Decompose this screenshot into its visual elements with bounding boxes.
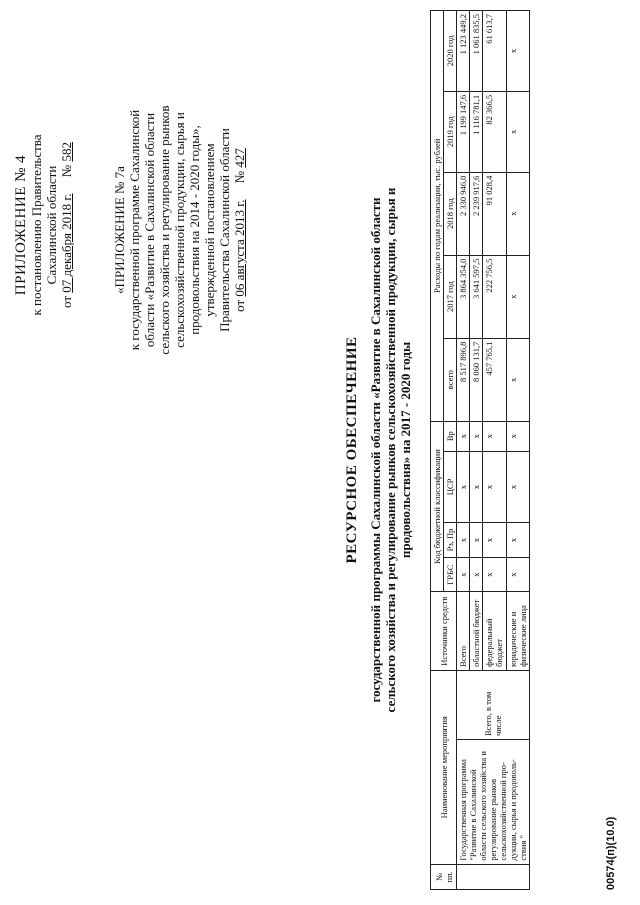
header-2017: 2017 год	[444, 255, 457, 338]
source-cell: юридические и физические лица	[506, 592, 529, 670]
table-row	[457, 11, 470, 890]
rzpr-cell: х	[483, 523, 506, 558]
csr-cell: х	[506, 451, 529, 523]
header-no: № пп.	[431, 864, 457, 889]
vr-cell: х	[506, 421, 529, 451]
y2018-cell: 91 028,4	[483, 172, 506, 255]
appendix-4-number: 582	[59, 142, 74, 162]
y2019-cell: 82 366,5	[483, 91, 506, 172]
vr-cell: х	[483, 421, 506, 451]
rzpr-cell: х	[506, 523, 529, 558]
csr-cell: х	[483, 451, 506, 523]
y2020-cell: 61 613,7	[483, 11, 506, 92]
appendix-7a-date-prefix: от	[232, 299, 247, 312]
y2017-cell: 3 864 354,0	[457, 255, 470, 338]
grbs-cell: х	[470, 557, 483, 592]
appendix-7a-line: сельского хозяйства и регулирование рынков	[157, 105, 172, 355]
appendix-7a-line: сельскохозяйственной продукции, сырья и	[172, 112, 187, 348]
vr-cell: х	[457, 421, 470, 451]
y2018-cell: х	[506, 172, 529, 255]
appendix-7a-line: утвержденной постановлением	[202, 143, 217, 317]
appendix-7a-num-label: №	[232, 170, 247, 184]
header-2020: 2020 год	[444, 11, 457, 92]
csr-cell: х	[457, 451, 470, 523]
appendix-7a-block	[112, 40, 247, 420]
y2018-cell: 2 239 917,6	[470, 172, 483, 255]
y2019-cell: 1 116 781,1	[470, 91, 483, 172]
y2019-cell: х	[506, 91, 529, 172]
header-expenses: Расходы по годам реализации, тыс. рублей	[431, 11, 444, 422]
appendix-4-date: 07 декабря 2018 г.	[59, 193, 74, 293]
document-heading	[345, 10, 413, 890]
total-cell: 8 517 896,8	[457, 338, 470, 421]
source-cell: федеральный бюджет	[483, 592, 506, 670]
grbs-cell: х	[457, 557, 470, 592]
y2020-cell: х	[506, 11, 529, 92]
header-total: всего	[444, 338, 457, 421]
header-vr: Вр	[444, 421, 457, 451]
header-source: Источники средств	[431, 592, 457, 670]
grbs-cell: х	[506, 557, 529, 592]
y2017-cell: 222 756,5	[483, 255, 506, 338]
header-rzpr: Рз, Пр	[444, 523, 457, 558]
rzpr-cell: х	[470, 523, 483, 558]
appendix-4-date-line	[59, 35, 74, 415]
table-header-row	[431, 11, 444, 890]
heading-line1: государственной программы Сахалинской области «Развитие в Сахалинской области	[368, 197, 383, 703]
source-cell: Всего	[457, 592, 470, 670]
header-name: Наименование мероприятия	[431, 670, 457, 864]
appendix-7a-line: продовольствия на 2014 - 2020 годы»,	[187, 125, 202, 335]
header-2019: 2019 год	[444, 91, 457, 172]
header-grbs: ГРБС	[444, 557, 457, 592]
heading-line2: сельского хозяйства и регулирование рынков сельскохозяйственной продукции, сырья и	[383, 187, 398, 713]
header-2018: 2018 год	[444, 172, 457, 255]
header-csr: ЦСР	[444, 451, 457, 523]
document-code: 00574(п)(10.0)	[605, 816, 617, 890]
appendix-7a-line: области «Развитие в Сахалинской области	[142, 112, 157, 348]
total-cell: 8 060 131,7	[470, 338, 483, 421]
appendix-4-num-label: №	[59, 164, 74, 178]
total-cell: 457 765,1	[483, 338, 506, 421]
group-label-cell: Всего, в том числе	[457, 670, 530, 739]
appendix-7a-date: 06 августа 2013 г.	[232, 199, 247, 297]
grbs-cell: х	[483, 557, 506, 592]
appendix-7a-date-line	[232, 40, 247, 420]
appendix-7a-line: Правительства Сахалинской области	[217, 128, 232, 332]
heading-title: РЕСУРСНОЕ ОБЕСПЕЧЕНИЕ	[344, 336, 360, 564]
y2020-cell: 1 123 449,2	[457, 11, 470, 92]
appendix-4-block	[14, 35, 74, 415]
appendix-7a-line: к государственной программе Сахалинской	[127, 109, 142, 351]
appendix-4-line2: Сахалинской области	[44, 165, 59, 285]
resource-table	[430, 10, 530, 890]
y2019-cell: 1 199 147,6	[457, 91, 470, 172]
csr-cell: х	[470, 451, 483, 523]
appendix-4-line1: к постановлению Правительства	[29, 134, 44, 316]
y2020-cell: 1 061 835,5	[470, 11, 483, 92]
appendix-7a-number: 427	[232, 148, 247, 168]
heading-line3: продовольствия» на 2017 - 2020 годы	[398, 341, 413, 559]
total-cell: х	[506, 338, 529, 421]
appendix-4-title: ПРИЛОЖЕНИЕ № 4	[13, 154, 29, 296]
row-number-cell	[457, 864, 530, 889]
y2018-cell: 2 330 946,0	[457, 172, 470, 255]
rzpr-cell: х	[457, 523, 470, 558]
header-budget-code: Код бюджетной классификации	[431, 421, 444, 592]
vr-cell: х	[470, 421, 483, 451]
appendix-4-date-prefix: от	[59, 295, 74, 308]
appendix-7a-title: «ПРИЛОЖЕНИЕ № 7а	[112, 166, 127, 294]
y2017-cell: х	[506, 255, 529, 338]
program-name-cell: Государственная программа "Развитие в Сахалинской области сельского хозяйства и регулирование рынков сельскохозяйственной про-дукции, сырья и продоволь-ствия "	[457, 740, 530, 865]
source-cell: областной бюджет	[470, 592, 483, 670]
y2017-cell: 3 641 597,5	[470, 255, 483, 338]
